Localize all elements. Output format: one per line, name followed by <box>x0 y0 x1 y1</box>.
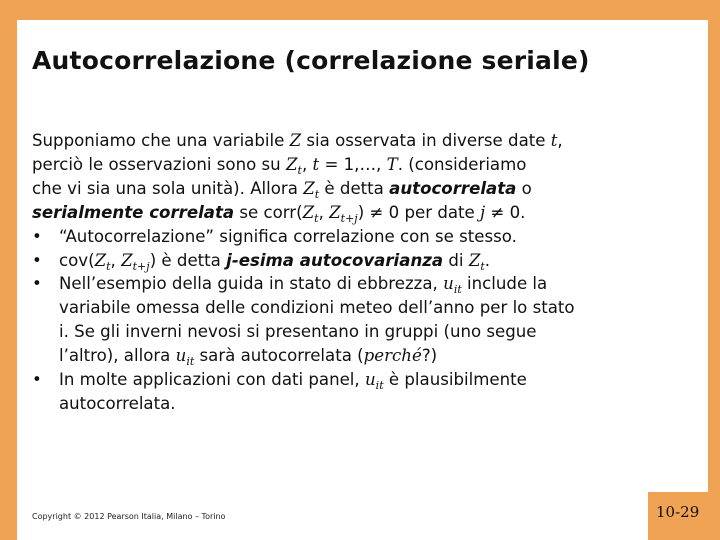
text-line <box>32 344 702 368</box>
text-segment: sia osservata in diverse date <box>301 131 551 150</box>
text-segment: di <box>443 250 469 270</box>
text-line <box>32 177 702 201</box>
text-segment: ) ≠ 0 per date <box>357 202 481 222</box>
math-symbol: t <box>312 154 320 174</box>
text-segment: , <box>557 131 563 150</box>
bullet-item <box>32 272 702 296</box>
copyright-text: Copyright © 2012 Pearson Italia, Milano – Torino <box>32 512 226 521</box>
text-segment: ) è detta <box>149 250 227 270</box>
subscript: it <box>186 355 195 369</box>
text-line <box>32 392 702 416</box>
text-segment: . <box>484 250 491 270</box>
text-segment: l’altro), allora <box>59 346 176 366</box>
text-line <box>32 201 702 225</box>
text-segment: Nell’esempio della guida in stato di ebbrezza, <box>59 274 444 294</box>
emphasis-term: serialmente correlata <box>32 202 235 222</box>
math-symbol: j <box>480 202 486 222</box>
text-segment: variabile omessa delle condizioni meteo dell’anno per lo stato <box>59 298 575 318</box>
math-symbol: Z <box>468 250 481 270</box>
math-symbol: t <box>550 131 558 150</box>
text-segment: è detta <box>319 178 390 198</box>
text-segment: perciò le osservazioni sono su <box>32 154 286 174</box>
subscript: t <box>314 187 320 201</box>
text-segment: include la <box>461 274 548 294</box>
math-symbol: T <box>386 154 398 174</box>
text-segment: se corr( <box>234 202 303 222</box>
bullet-item <box>32 249 702 273</box>
text-segment: , <box>301 154 313 174</box>
subscript: t <box>480 259 485 273</box>
text-segment: è plausibilmente <box>383 370 527 390</box>
subscript: it <box>375 379 384 393</box>
text-segment: Supponiamo che una variabile <box>32 131 290 150</box>
text-segment: sarà autocorrelata ( <box>194 346 364 366</box>
text-segment: . (consideriamo <box>397 154 527 174</box>
text-segment: ?) <box>421 346 438 366</box>
math-symbol: u <box>364 370 376 390</box>
math-symbol: Z <box>121 250 133 270</box>
math-symbol: u <box>175 346 187 366</box>
math-symbol: Z <box>94 250 107 270</box>
text-segment: che vi sia una sola unità). Allora <box>32 178 304 198</box>
bullet-item <box>32 225 702 249</box>
text-segment: “Autocorrelazione” significa correlazione con se stesso. <box>59 226 517 246</box>
text-segment: ≠ 0. <box>485 202 526 222</box>
math-symbol: perché <box>363 346 422 366</box>
text-line <box>32 153 702 177</box>
math-symbol: Z <box>329 202 341 222</box>
text-segment: cov( <box>59 250 95 270</box>
subscript: t+j <box>340 211 358 225</box>
text-line <box>32 129 702 153</box>
text-segment: i. Se gli inverni nevosi si presentano in gruppi (uno segue <box>59 322 537 342</box>
text-segment: = 1,…, <box>319 154 387 174</box>
math-symbol: Z <box>302 202 315 222</box>
text-segment: , <box>318 202 330 222</box>
subscript: t <box>297 163 302 177</box>
math-symbol: u <box>443 274 454 294</box>
subscript: it <box>453 283 462 297</box>
subscript: t <box>106 259 111 273</box>
text-segment: In molte applicazioni con dati panel, <box>59 370 365 390</box>
math-symbol: Z <box>303 178 315 198</box>
slide-title: Autocorrelazione (correlazione seriale) <box>32 46 590 75</box>
subscript: t+j <box>132 259 150 273</box>
bullet-item <box>32 368 702 392</box>
text-line <box>32 320 702 344</box>
slide-body <box>32 129 702 416</box>
text-segment: autocorrelata. <box>59 393 176 413</box>
text-line <box>32 296 702 320</box>
page-number: 10-29 <box>656 503 700 521</box>
subscript: t <box>314 211 319 225</box>
text-segment: , <box>110 250 122 270</box>
text-segment: o <box>516 178 532 198</box>
emphasis-term: autocorrelata <box>389 178 517 198</box>
math-symbol: Z <box>285 154 298 174</box>
math-symbol: Z <box>289 131 302 150</box>
emphasis-term: j-esima autocovarianza <box>226 250 444 270</box>
